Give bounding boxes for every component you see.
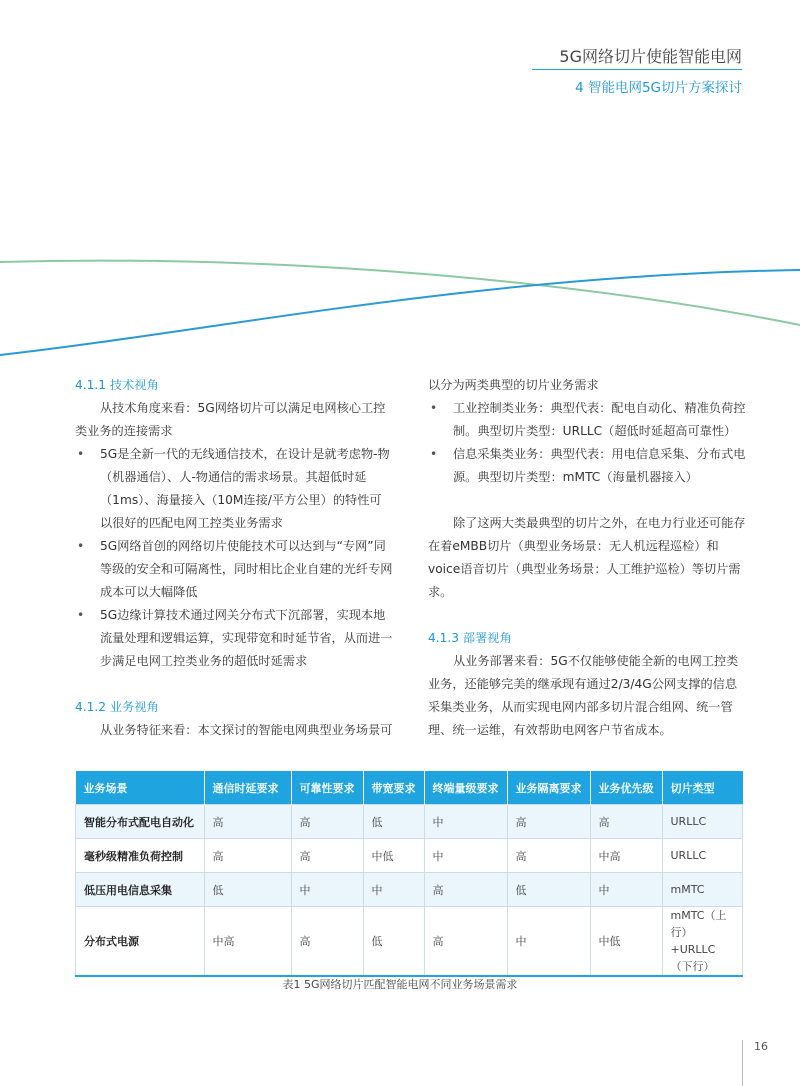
table-cell: 低 (507, 873, 590, 907)
table-cell: 中 (291, 873, 363, 907)
table-cell: 中 (424, 839, 507, 873)
list-item: • 工业控制类业务：典型代表：配电自动化、精准负荷控制。典型切片类型：URLLC（超低时延超高可靠性） (428, 397, 746, 443)
table-cell: 低 (204, 873, 291, 907)
page-number-divider (742, 1040, 743, 1086)
section-title-tech: 4.1.1 技术视角 (75, 378, 159, 392)
table-cell: 高 (291, 839, 363, 873)
table-cell: 高 (204, 805, 291, 839)
header-priority: 业务优先级 (590, 771, 662, 805)
section-text-deploy: 从业务部署来看：5G不仅能够使能全新的电网工控类业务，还能够完美的继承现有通过2/3/4G公网支撑的信息采集类业务，从而实现电网内部多切片混合组网、统一管理、统一运维，有效帮助电网客户节省成本。 (428, 654, 739, 737)
list-item: • 5G是全新一代的无线通信技术，在设计是就考虑物-物（机器通信）、人-物通信的需求场景。其超低时延（1ms）、海量接入（10M连接/平方公里）的特性可以很好的匹配电网工控类业务需求 (75, 443, 393, 535)
page-number: 16 (754, 1040, 768, 1053)
list-item: • 5G边缘计算技术通过网关分布式下沉部署，实现本地流量处理和逻辑运算，实现带宽和时延节省，从而进一步满足电网工控类业务的超低时延需求 (75, 604, 393, 673)
list-item: • 信息采集类业务：典型代表：用电信息采集、分布式电源。典型切片类型：mMTC（海量机器接入） (428, 443, 746, 489)
table-header-row (76, 771, 743, 805)
header-title: 5G网络切片使能智能电网 (559, 47, 742, 66)
table-cell: mMTC (662, 873, 743, 907)
table-cell: 分布式电源 (76, 907, 205, 977)
bullet-list-business (428, 397, 746, 489)
table-row (76, 907, 743, 977)
table-row (76, 805, 743, 839)
table-row (76, 873, 743, 907)
table-row (76, 839, 743, 873)
section-title-deploy: 4.1.3 部署视角 (428, 631, 512, 645)
table-cell: URLLC (662, 839, 743, 873)
table-cell: 中低 (590, 907, 662, 977)
header-latency: 通信时延要求 (204, 771, 291, 805)
table-cell: 高 (507, 805, 590, 839)
table-cell: 低 (363, 907, 424, 977)
section-intro-tech: 从技术角度来看：5G网络切片可以满足电网核心工控类业务的连接需求 (75, 401, 386, 438)
table-caption: 表1 5G网络切片匹配智能电网不同业务场景需求 (282, 978, 518, 991)
table-cell: 低压用电信息采集 (76, 873, 205, 907)
table-cell: 中高 (590, 839, 662, 873)
table-cell: 中低 (363, 839, 424, 873)
table-cell: 高 (507, 839, 590, 873)
table-cell: 中 (424, 805, 507, 839)
table-cell: mMTC（上行）+URLLC（下行） (662, 907, 743, 977)
table-cell: 中 (507, 907, 590, 977)
table-cell: 中 (590, 873, 662, 907)
bullet-list-tech (75, 443, 393, 673)
header-slice-type: 切片类型 (662, 771, 743, 805)
table-cell: 高 (424, 873, 507, 907)
section-title-business: 4.1.2 业务视角 (75, 700, 159, 714)
right-column (428, 374, 746, 742)
header-rule (532, 69, 742, 70)
header-scenario: 业务场景 (76, 771, 205, 805)
other-slices-paragraph: 除了这两大类最典型的切片之外，在电力行业还可能存在着eMBB切片（典型业务场景：无人机远程巡检）和voice语音切片（典型业务场景：人工维护巡检）等切片需求。 (428, 516, 746, 599)
table-cell: 高 (590, 805, 662, 839)
section-intro-business: 从业务特征来看：本文探讨的智能电网典型业务场景可 (100, 723, 393, 737)
header-isolation: 业务隔离要求 (507, 771, 590, 805)
header-terminal: 终端量级要求 (424, 771, 507, 805)
business-continuation: 以分为两类典型的切片业务需求 (428, 378, 599, 392)
table-cell: 中 (363, 873, 424, 907)
table-cell: URLLC (662, 805, 743, 839)
table-cell: 高 (291, 907, 363, 977)
header-subtitle: 4 智能电网5G切片方案探讨 (575, 80, 742, 96)
decorative-waves (0, 230, 800, 360)
table-cell: 低 (363, 805, 424, 839)
list-item: • 5G网络首创的网络切片使能技术可以达到与“专网”同等级的安全和可隔离性，同时相比企业自建的光纤专网成本可以大幅降低 (75, 535, 393, 604)
table-cell: 智能分布式配电自动化 (76, 805, 205, 839)
wave-green (0, 261, 800, 325)
table-cell: 高 (291, 805, 363, 839)
table-cell: 高 (204, 839, 291, 873)
table-cell: 毫秒级精准负荷控制 (76, 839, 205, 873)
header-bandwidth: 带宽要求 (363, 771, 424, 805)
left-column (75, 374, 393, 742)
table-cell: 中高 (204, 907, 291, 977)
table-cell: 高 (424, 907, 507, 977)
header-reliability: 可靠性要求 (291, 771, 363, 805)
requirements-table (75, 771, 743, 977)
wave-blue (0, 270, 800, 355)
